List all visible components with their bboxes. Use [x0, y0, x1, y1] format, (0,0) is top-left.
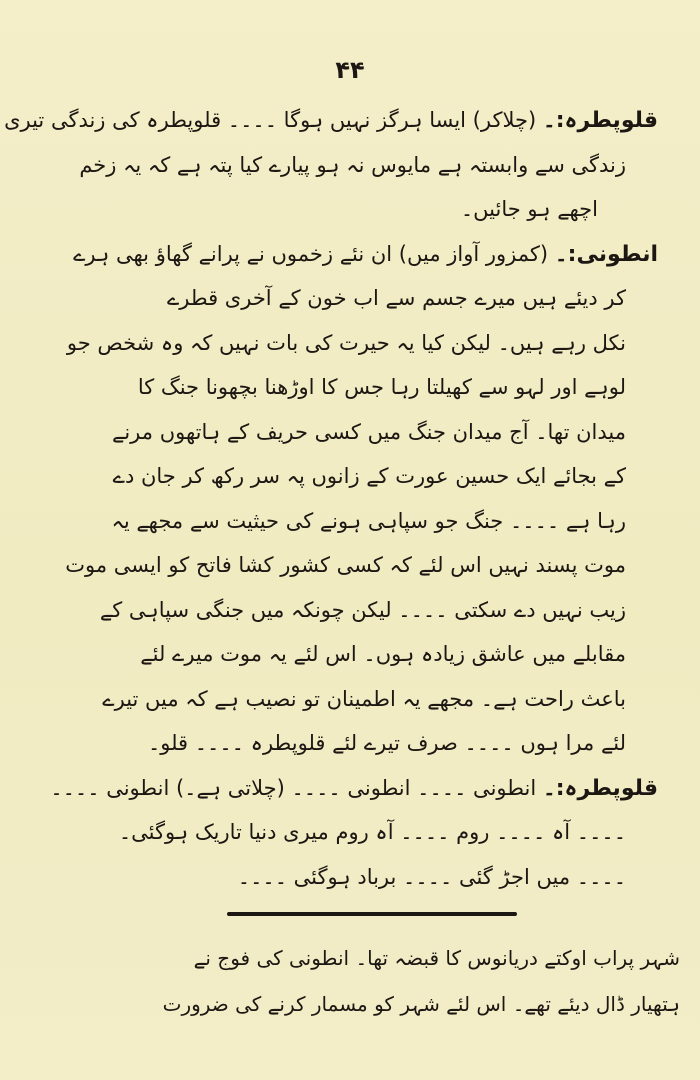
line-text: مقابلے میں عاشق زیادہ ہوں۔ اس لئے یہ موت میرے لئے [140, 642, 626, 666]
footnote-line: شہر پراب اوکتے دریانوس کا قبضہ تھا۔ انطونی کی فوج نے [193, 946, 680, 970]
line-text: رہا ہے ۔۔۔۔ جنگ جو سپاہی ہونے کی حیثیت سے مجھے یہ [111, 508, 626, 533]
text-line [58, 632, 658, 677]
line-text: کر دیئے ہیں میرے جسم سے اب خون کے آخری قطرے [166, 286, 626, 310]
text-line [58, 721, 658, 766]
line-text: انطونی ۔۔۔۔ انطونی ۔۔۔۔ (چلاتی ہے۔) انطونی ۔۔۔۔ [50, 775, 537, 800]
speaker-name: انطونی:۔ [554, 241, 658, 267]
line-text: ۔۔۔۔ میں اجڑ گئی ۔۔۔۔ برباد ہوگئی ۔۔۔۔ [237, 864, 626, 889]
text-line [58, 321, 658, 366]
page-number: ۴۴ [335, 56, 365, 84]
footnote-divider [227, 912, 517, 916]
text-line [58, 143, 658, 188]
text-line [58, 810, 658, 855]
dialogue-body [4, 98, 658, 899]
text-line [58, 187, 658, 232]
line-text: لئے مرا ہوں ۔۔۔۔ صرف تیرے لئے قلوپطرہ ۔۔۔۔ قلو۔ [147, 731, 626, 755]
line-text: زیب نہیں دے سکتی ۔۔۔۔ لیکن چونکہ میں جنگی سپاہی کے [99, 597, 626, 622]
text-line [58, 410, 658, 455]
text-line [58, 454, 658, 499]
line-text: ۔۔۔۔ آہ ۔۔۔۔ روم ۔۔۔۔ آہ روم میری دنیا تاریک ہوگئی۔ [118, 820, 626, 844]
text-line [58, 855, 658, 900]
line-text: (چلاکر) ایسا ہرگز نہیں ہوگا ۔۔۔۔ قلوپطرہ کی زندگی تیری [4, 108, 537, 132]
line-text: نکل رہے ہیں۔ لیکن کیا یہ حیرت کی بات نہیں کہ وہ شخص جو [66, 330, 626, 355]
text-line [58, 365, 658, 410]
line-text: میدان تھا۔ آج میدان جنگ میں کسی حریف کے ہاتھوں مرنے [112, 419, 626, 444]
footnote-line: ہتھیار ڈال دیئے تھے۔ اس لئے شہر کو مسمار کرنے کی ضرورت [162, 992, 680, 1016]
text-line [58, 543, 658, 588]
line-text: کے بجائے ایک حسین عورت کے زانوں پہ سر رکھ کر جان دے [112, 464, 626, 488]
text-line [58, 499, 658, 544]
line-text: زندگی سے وابستہ ہے مایوس نہ ہو پیارے کیا پتہ ہے کہ یہ زخم [79, 152, 626, 177]
line-text: (کمزور آواز میں) ان نئے زخموں نے پرانے گھاؤ بھی ہرے [73, 241, 549, 266]
line-text: باعث راحت ہے۔ مجھے یہ اطمینان تو نصیب ہے کہ میں تیرے [102, 686, 626, 711]
text-line [4, 98, 658, 143]
text-line [58, 232, 658, 277]
line-text: اچھے ہو جائیں۔ [460, 197, 598, 221]
text-line [58, 677, 658, 722]
speaker-name: قلوپطرہ:۔ [542, 775, 658, 801]
text-line [50, 766, 658, 811]
line-text: موت پسند نہیں اس لئے کہ کسی کشور کشا فاتح کو ایسی موت [65, 553, 626, 577]
line-text: لوہے اور لہو سے کھیلتا رہا جس کا اوڑھنا بچھونا جنگ کا [137, 375, 626, 399]
text-line [58, 276, 658, 321]
footnote [40, 935, 680, 1027]
text-line [58, 588, 658, 633]
speaker-name: قلوپطرہ:۔ [542, 108, 658, 133]
